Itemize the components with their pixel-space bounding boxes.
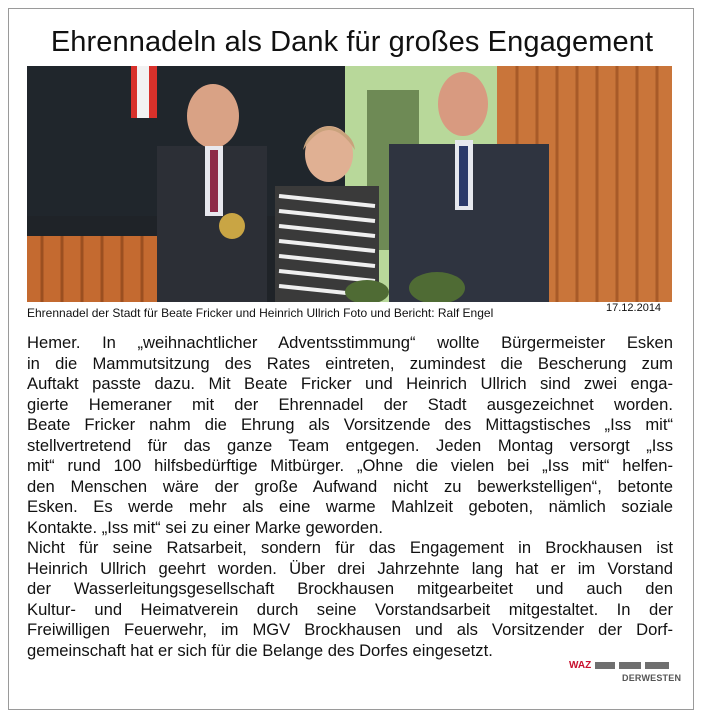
body-line: gierte Hemeraner mit der Ehrennadel der Stadt ausgezeichnet worden. bbox=[27, 394, 673, 414]
body-line: den Menschen wäre der große Aufwand nicht zu bewerkstelligen“, betonte bbox=[27, 476, 673, 496]
body-line: Hemer. In „weihnachtlicher Adventsstimmung“ wollte Bürgermeister Esken bbox=[27, 333, 673, 352]
body-line: stellvertretend für das ganze Team entgegen. Jeden Montag versorgt „Iss bbox=[27, 435, 673, 455]
photo-caption: Ehrennadel der Stadt für Beate Fricker und Heinrich Ullrich Foto und Bericht: Ralf Engel bbox=[27, 306, 494, 320]
body-line: Heinrich Ullrich geehrt worden. Über drei Jahrzehnte lang hat er im Vorstand bbox=[27, 558, 673, 578]
body-line: der Wasserleitungsgesellschaft Brockhausen mitgearbeitet und auch den bbox=[27, 579, 673, 598]
logo-subline: DERWESTEN bbox=[622, 673, 682, 683]
body-line: Kultur- und Heimatverein durch seine Vorstandsarbeit mitgestaltet. In der bbox=[27, 599, 673, 619]
publication-date: 17.12.2014 bbox=[606, 302, 662, 314]
photo-illustration bbox=[27, 66, 672, 302]
logo-bar bbox=[619, 662, 641, 669]
waz-derwesten-logo bbox=[567, 660, 682, 686]
logo-brand: WAZ bbox=[569, 660, 592, 671]
article-photo bbox=[27, 66, 672, 302]
body-line: Nicht für seine Ratsarbeit, sondern für das Engagement in Brockhausen ist bbox=[27, 538, 673, 557]
body-line: in die Mammutsitzung des Rates eintreten, zumindest die Bescherung zum bbox=[27, 353, 673, 373]
body-line: Esken. Es werde mehr als eine warme Mahlzeit geboten, nämlich soziale bbox=[27, 497, 673, 516]
headline: Ehrennadeln als Dank für großes Engagement bbox=[50, 26, 654, 58]
body-line: Beate Fricker nahm die Ehrung als Vorsitzende des Mittagstisches „Iss mit“ bbox=[27, 415, 673, 434]
logo-bar bbox=[645, 662, 669, 669]
body-line: Freiwilligen Feuerwehr, im MGV Brockhausen und als Vorsitzender der Dorf- bbox=[27, 620, 673, 639]
body-line: gemeinschaft hat er sich für die Belange des Dorfes eingesetzt. bbox=[27, 640, 493, 660]
logo-bar bbox=[595, 662, 615, 669]
article-body bbox=[27, 333, 673, 661]
body-line: Auftakt passte dazu. Mit Beate Fricker und Heinrich Ullrich sind zwei enga- bbox=[27, 374, 673, 393]
body-line: mit“ rund 100 hilfsbedürftige Mitbürger. „Ohne die vielen bei „Iss mit“ helfen- bbox=[27, 456, 673, 475]
body-line: Kontakte. „Iss mit“ sei zu einer Marke geworden. bbox=[27, 517, 383, 537]
